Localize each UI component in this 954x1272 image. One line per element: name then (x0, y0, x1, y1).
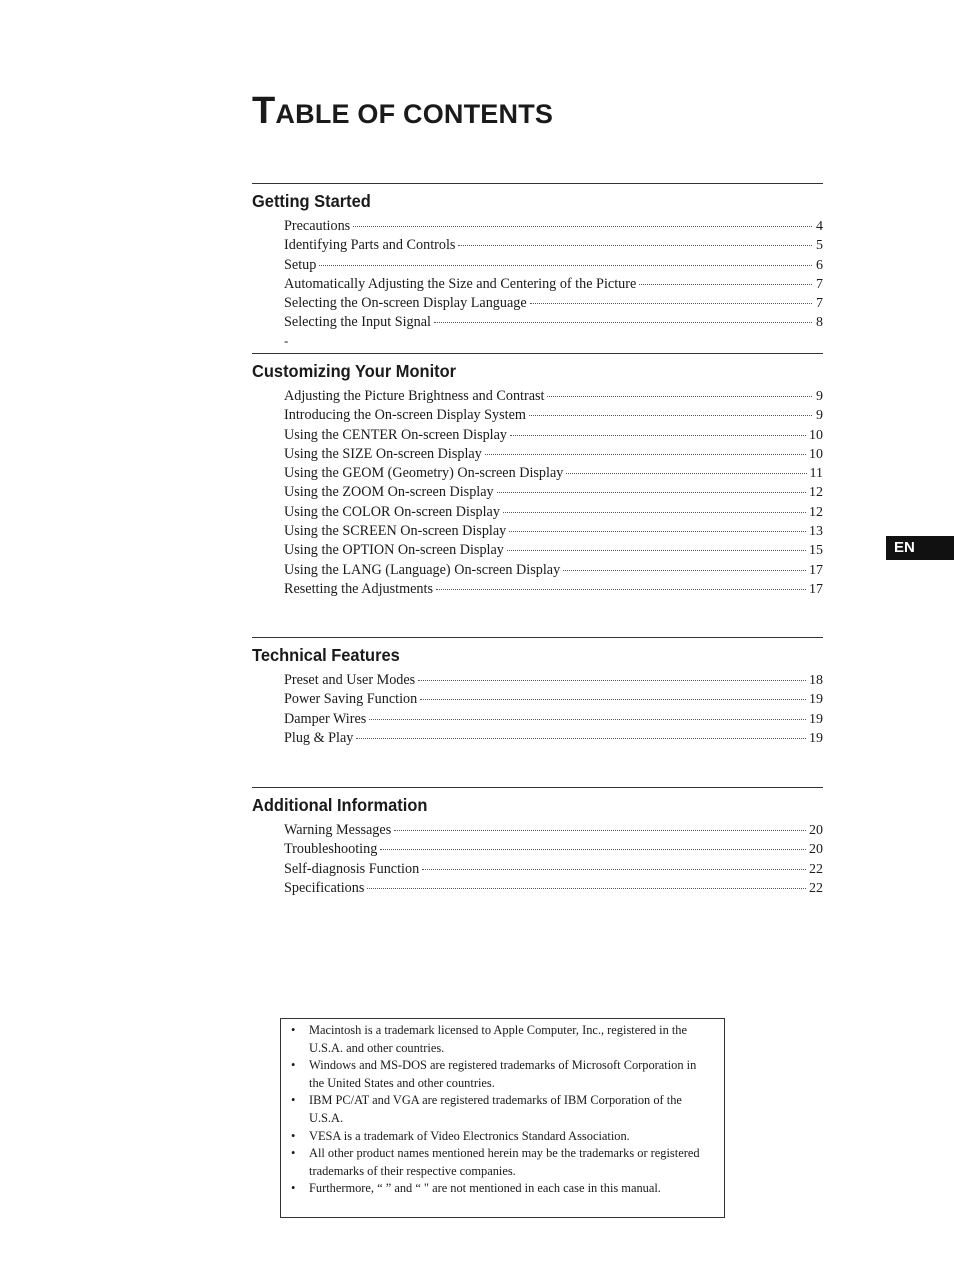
trademark-notice-box (280, 1018, 725, 1218)
toc-entry-page: 4 (816, 219, 823, 234)
toc-entry-page: 10 (809, 427, 823, 443)
toc-entry-page: 7 (816, 276, 823, 292)
trademark-text: IBM PC/AT and VGA are registered trademarks of IBM Corporation of the U.S.A. (309, 1093, 682, 1125)
toc-entry[interactable] (284, 483, 823, 502)
toc-entry[interactable] (284, 671, 823, 690)
toc-entry[interactable] (284, 729, 823, 748)
toc-entry[interactable] (284, 522, 823, 541)
toc-entry-label: Plug & Play (284, 729, 354, 746)
toc-entry-page: 22 (809, 880, 823, 896)
section-divider (252, 353, 823, 354)
toc-entry-page: 5 (816, 238, 823, 254)
dot-leader (353, 225, 812, 227)
dot-leader (547, 395, 812, 397)
language-tab: EN (886, 536, 954, 560)
toc-entry[interactable] (284, 541, 823, 560)
section-getting-started (252, 183, 823, 349)
toc-entry-label: Warning Messages (284, 822, 392, 838)
toc-entry[interactable] (284, 879, 823, 898)
toc-entry-label: Using the OPTION On-screen Display (284, 542, 504, 559)
section-divider (252, 787, 823, 788)
toc-entry-label: Damper Wires (284, 710, 367, 727)
dot-leader (563, 569, 806, 571)
bullet-icon: • (291, 1181, 296, 1196)
section-heading: Getting Started (252, 191, 371, 211)
toc-list (284, 671, 823, 748)
dot-leader (639, 283, 812, 285)
toc-entry[interactable] (284, 840, 823, 859)
toc-entry-label: Using the SCREEN On-screen Display (284, 523, 507, 540)
toc-list (284, 387, 823, 599)
trademark-item (291, 1057, 714, 1092)
toc-entry-label: Using the GEOM (Geometry) On-screen Display (284, 465, 564, 482)
section-heading: Additional Information (252, 795, 428, 815)
toc-entry-page: 19 (809, 730, 823, 746)
toc-entry-label: Troubleshooting (284, 841, 378, 858)
dot-leader (422, 868, 806, 870)
toc-list (284, 821, 823, 898)
page-title (252, 92, 553, 130)
dot-leader (319, 264, 812, 266)
toc-entry-label: Adjusting the Picture Brightness and Contrast (284, 388, 545, 404)
toc-entry-page: 9 (816, 389, 823, 404)
toc-entry-page: 7 (816, 296, 823, 312)
toc-entry[interactable] (284, 580, 823, 599)
section-additional-information (252, 787, 823, 898)
dot-leader (509, 530, 806, 532)
toc-entry[interactable] (284, 294, 823, 313)
toc-entry[interactable] (284, 256, 823, 275)
toc-entry-label: Using the CENTER On-screen Display (284, 426, 508, 443)
trademark-item (291, 1022, 714, 1057)
toc-entry-page: 6 (816, 257, 823, 273)
stray-mark: - (284, 332, 289, 348)
bullet-icon: • (291, 1146, 296, 1161)
section-heading: Technical Features (252, 645, 400, 665)
toc-entry[interactable] (284, 860, 823, 879)
toc-entry-label: Self-diagnosis Function (284, 860, 420, 877)
toc-entry-label: Specifications (284, 879, 365, 896)
dot-leader (436, 588, 806, 590)
dot-leader (367, 887, 806, 889)
toc-entry-page: 20 (809, 823, 823, 838)
toc-entry-page: 19 (809, 711, 823, 727)
toc-entry[interactable] (284, 710, 823, 729)
toc-entry-page: 13 (809, 524, 823, 540)
toc-entry-label: Selecting the On-screen Display Language (284, 295, 527, 312)
trademark-text: Macintosh is a trademark licensed to Apple Computer, Inc., registered in the U.S.A. and other countries. (309, 1023, 687, 1055)
trademark-text: Windows and MS-DOS are registered trademarks of Microsoft Corporation in the United States and other countries. (309, 1058, 697, 1090)
toc-entry[interactable] (284, 387, 823, 406)
dot-leader (394, 829, 806, 831)
toc-entry-page: 17 (809, 581, 823, 597)
page-title-initial: T (252, 90, 276, 132)
toc-entry-label: Precautions (284, 218, 351, 234)
dot-leader (369, 718, 806, 720)
dot-leader (434, 321, 812, 323)
toc-entry-label: Using the ZOOM On-screen Display (284, 484, 494, 501)
toc-entry-page: 8 (816, 315, 823, 331)
page-title-rest: ABLE OF CONTENTS (275, 99, 554, 129)
trademark-item (291, 1128, 714, 1146)
toc-entry-page: 10 (809, 446, 823, 462)
trademark-item (291, 1145, 714, 1180)
toc-entry-page: 12 (809, 504, 823, 520)
toc-entry-page: 17 (809, 562, 823, 578)
toc-entry[interactable] (284, 217, 823, 236)
trademark-item (291, 1092, 714, 1127)
bullet-icon: • (291, 1058, 296, 1073)
toc-entry-label: Using the LANG (Language) On-screen Display (284, 561, 561, 578)
section-divider (252, 183, 823, 184)
toc-entry-label: Using the SIZE On-screen Display (284, 445, 482, 462)
dot-leader (529, 414, 812, 416)
toc-entry-page: 15 (809, 543, 823, 559)
section-divider (252, 637, 823, 638)
dot-leader (485, 453, 806, 455)
section-technical-features (252, 637, 823, 748)
toc-entry-page: 11 (809, 466, 823, 482)
section-customizing-your-monitor (252, 353, 823, 599)
toc-entry[interactable] (284, 275, 823, 294)
dot-leader (380, 848, 806, 850)
dot-leader (458, 244, 812, 246)
dot-leader (356, 737, 806, 739)
toc-entry-label: Introducing the On-screen Display System (284, 407, 526, 424)
toc-entry[interactable] (284, 821, 823, 840)
toc-entry-label: Identifying Parts and Controls (284, 237, 456, 254)
toc-entry[interactable] (284, 445, 823, 464)
dot-leader (420, 698, 806, 700)
toc-entry-label: Using the COLOR On-screen Display (284, 503, 500, 520)
toc-list (284, 217, 823, 349)
trademark-text: All other product names mentioned herein may be the trademarks or registered trademarks of their respective companies. (309, 1146, 700, 1178)
trademark-item (291, 1180, 714, 1198)
toc-entry[interactable] (284, 464, 823, 483)
bullet-icon: • (291, 1023, 296, 1037)
toc-entry[interactable] (284, 426, 823, 445)
toc-entry[interactable] (284, 236, 823, 255)
dot-leader (418, 679, 806, 681)
trademark-text: Furthermore, “ ” and “ " are not mentioned in each case in this manual. (309, 1181, 661, 1196)
toc-entry-label: Resetting the Adjustments (284, 580, 433, 597)
bullet-icon: • (291, 1128, 296, 1143)
toc-entry[interactable] (284, 503, 823, 522)
dot-leader (530, 302, 812, 304)
dot-leader (497, 491, 806, 493)
toc-entry-page: 9 (816, 408, 823, 424)
toc-entry-page: 19 (809, 692, 823, 708)
trademark-text: VESA is a trademark of Video Electronics Standard Association. (309, 1128, 630, 1143)
toc-entry-page: 20 (809, 842, 823, 858)
dot-leader (503, 511, 806, 513)
toc-entry-label: Setup (284, 256, 317, 273)
toc-entry[interactable] (284, 406, 823, 425)
toc-entry[interactable] (284, 313, 823, 332)
toc-entry-label: Selecting the Input Signal (284, 314, 431, 331)
toc-entry-label: Automatically Adjusting the Size and Centering of the Picture (284, 275, 637, 292)
section-heading: Customizing Your Monitor (252, 361, 457, 381)
dot-leader (510, 434, 806, 436)
toc-entry[interactable] (284, 690, 823, 709)
toc-entry-label: Preset and User Modes (284, 672, 416, 688)
toc-entry[interactable] (284, 561, 823, 580)
dot-leader (507, 549, 806, 551)
toc-entry-label: Power Saving Function (284, 691, 418, 708)
toc-entry-page: 18 (809, 673, 823, 688)
toc-entry-page: 12 (809, 485, 823, 501)
bullet-icon: • (291, 1093, 296, 1108)
dot-leader (566, 472, 806, 474)
toc-entry-page: 22 (809, 861, 823, 877)
